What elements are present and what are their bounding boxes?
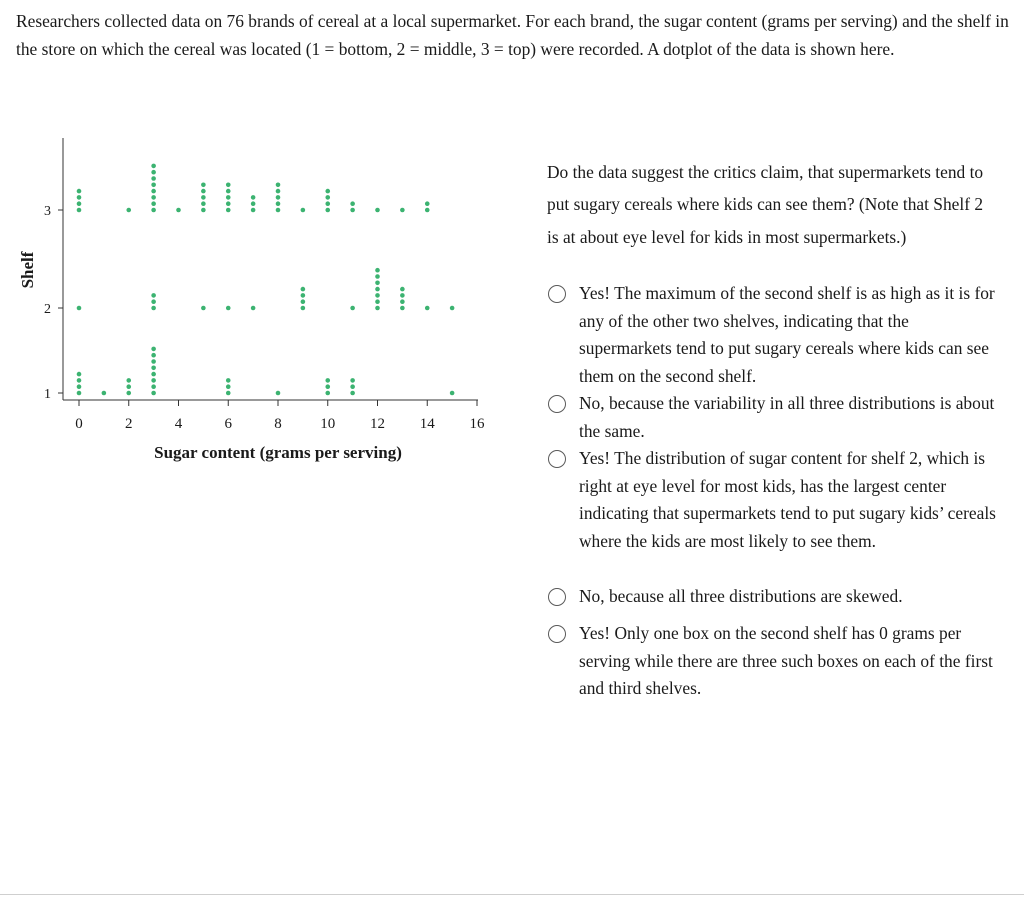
radio-button-icon[interactable] <box>548 395 566 413</box>
dot-group <box>77 164 455 396</box>
answer-option-text: No, because the variability in all three distributions is about the same. <box>579 393 995 441</box>
data-point <box>325 201 330 206</box>
data-point <box>151 391 156 396</box>
data-point <box>226 195 231 200</box>
data-point <box>251 195 256 200</box>
page-bottom-divider <box>0 894 1024 895</box>
radio-button-icon[interactable] <box>548 450 566 468</box>
data-point <box>151 306 156 311</box>
answer-option-3[interactable] <box>548 445 1008 555</box>
data-point <box>226 391 231 396</box>
data-point <box>201 183 206 188</box>
x-tick-label: 2 <box>125 416 133 432</box>
data-point <box>325 195 330 200</box>
data-point <box>77 384 82 389</box>
data-point <box>77 378 82 383</box>
x-tick-label: 8 <box>274 416 282 432</box>
x-tick-label: 4 <box>174 416 183 432</box>
data-point <box>425 208 430 213</box>
data-point <box>375 287 380 292</box>
data-point <box>301 306 306 311</box>
data-point <box>375 274 380 279</box>
data-point <box>251 208 256 213</box>
data-point <box>375 208 380 213</box>
data-point <box>151 208 156 213</box>
data-point <box>350 201 355 206</box>
dotplot-chart <box>0 120 500 480</box>
data-point <box>400 287 405 292</box>
question-text: Do the data suggest the critics claim, that supermarkets tend to put sugary cereals where kids can see them? (Note that Shelf 2 is at about eye level for kids in most supermarkets.) <box>547 162 984 247</box>
data-point <box>77 189 82 194</box>
data-point <box>325 208 330 213</box>
data-point <box>276 183 281 188</box>
radio-button-icon[interactable] <box>548 285 566 303</box>
y-tick-label: 2 <box>44 302 51 317</box>
y-tick-label: 3 <box>44 204 51 219</box>
data-point <box>425 306 430 311</box>
data-point <box>151 189 156 194</box>
data-point <box>77 195 82 200</box>
data-point <box>276 195 281 200</box>
data-point <box>226 189 231 194</box>
data-point <box>450 391 455 396</box>
x-tick-group <box>75 400 485 432</box>
answer-option-text: Yes! The distribution of sugar content for shelf 2, which is right at eye level for most kids, has the largest center indicating that supermarkets tend to put sugary kids’ cereals where the kids are most likely to see them. <box>579 448 996 551</box>
data-point <box>126 378 131 383</box>
data-point <box>325 391 330 396</box>
data-point <box>201 201 206 206</box>
x-tick-label: 0 <box>75 416 83 432</box>
data-point <box>350 391 355 396</box>
answer-option-text: Yes! Only one box on the second shelf has 0 grams per serving while there are three such boxes on each of the first and third shelves. <box>579 623 993 698</box>
data-point <box>400 208 405 213</box>
data-point <box>226 378 231 383</box>
radio-button-icon[interactable] <box>548 588 566 606</box>
plot-axes <box>63 138 478 400</box>
data-point <box>151 176 156 181</box>
data-point <box>276 189 281 194</box>
data-point <box>151 170 156 175</box>
data-point <box>226 183 231 188</box>
x-tick-label: 12 <box>370 416 385 432</box>
answer-option-2[interactable] <box>548 390 1008 445</box>
data-point <box>77 306 82 311</box>
data-point <box>226 208 231 213</box>
x-tick-label: 14 <box>419 416 435 432</box>
data-point <box>226 201 231 206</box>
data-point <box>151 299 156 304</box>
data-point <box>77 391 82 396</box>
data-point <box>400 293 405 298</box>
data-point <box>77 201 82 206</box>
x-axis-label: Sugar content (grams per serving) <box>154 443 402 462</box>
data-point <box>151 366 156 371</box>
data-point <box>325 384 330 389</box>
intro-paragraph: Researchers collected data on 76 brands of cereal at a local supermarket. For each brand, the sugar content (grams per serving) and the shelf in the store on which the cereal was located (1 = bottom, 2 = middle, 3 = top) were recorded. A dotplot of the data is shown here. <box>16 11 1009 59</box>
data-point <box>375 268 380 273</box>
data-point <box>251 306 256 311</box>
answer-option-text: No, because all three distributions are skewed. <box>579 586 903 606</box>
data-point <box>102 391 107 396</box>
x-tick-label: 16 <box>469 416 485 432</box>
data-point <box>325 378 330 383</box>
data-point <box>126 384 131 389</box>
data-point <box>301 287 306 292</box>
data-point <box>301 299 306 304</box>
data-point <box>201 189 206 194</box>
data-point <box>151 359 156 364</box>
data-point <box>126 391 131 396</box>
data-point <box>375 306 380 311</box>
data-point <box>151 372 156 377</box>
data-point <box>77 372 82 377</box>
x-tick-label: 10 <box>320 416 336 432</box>
answer-option-4[interactable] <box>548 583 1008 611</box>
data-point <box>151 183 156 188</box>
y-axis-label: Shelf <box>18 251 37 289</box>
y-tick-label: 1 <box>44 387 51 402</box>
data-point <box>400 299 405 304</box>
data-point <box>325 189 330 194</box>
data-point <box>301 208 306 213</box>
data-point <box>201 306 206 311</box>
answer-option-5[interactable] <box>548 620 1008 703</box>
data-point <box>276 201 281 206</box>
x-tick-label: 6 <box>224 416 232 432</box>
data-point <box>375 281 380 286</box>
data-point <box>151 378 156 383</box>
answer-option-text: Yes! The maximum of the second shelf is as high as it is for any of the other two shelves, indicating that the supermarkets tend to put sugary cereals where kids can see them on the second shelf. <box>579 283 995 386</box>
data-point <box>251 201 256 206</box>
answer-option-1[interactable] <box>548 280 1008 390</box>
data-point <box>226 306 231 311</box>
data-point <box>151 347 156 352</box>
data-point <box>201 208 206 213</box>
y-tick-group <box>44 204 63 402</box>
data-point <box>276 208 281 213</box>
data-point <box>151 164 156 169</box>
data-point <box>301 293 306 298</box>
data-point <box>226 384 231 389</box>
data-point <box>126 208 131 213</box>
data-point <box>151 195 156 200</box>
data-point <box>151 353 156 358</box>
data-point <box>176 208 181 213</box>
data-point <box>400 306 405 311</box>
data-point <box>151 293 156 298</box>
data-point <box>201 195 206 200</box>
data-point <box>450 306 455 311</box>
data-point <box>151 201 156 206</box>
radio-button-icon[interactable] <box>548 625 566 643</box>
data-point <box>350 306 355 311</box>
data-point <box>375 293 380 298</box>
data-point <box>151 384 156 389</box>
data-point <box>276 391 281 396</box>
data-point <box>350 378 355 383</box>
data-point <box>77 208 82 213</box>
data-point <box>350 384 355 389</box>
data-point <box>375 299 380 304</box>
data-point <box>350 208 355 213</box>
data-point <box>425 201 430 206</box>
